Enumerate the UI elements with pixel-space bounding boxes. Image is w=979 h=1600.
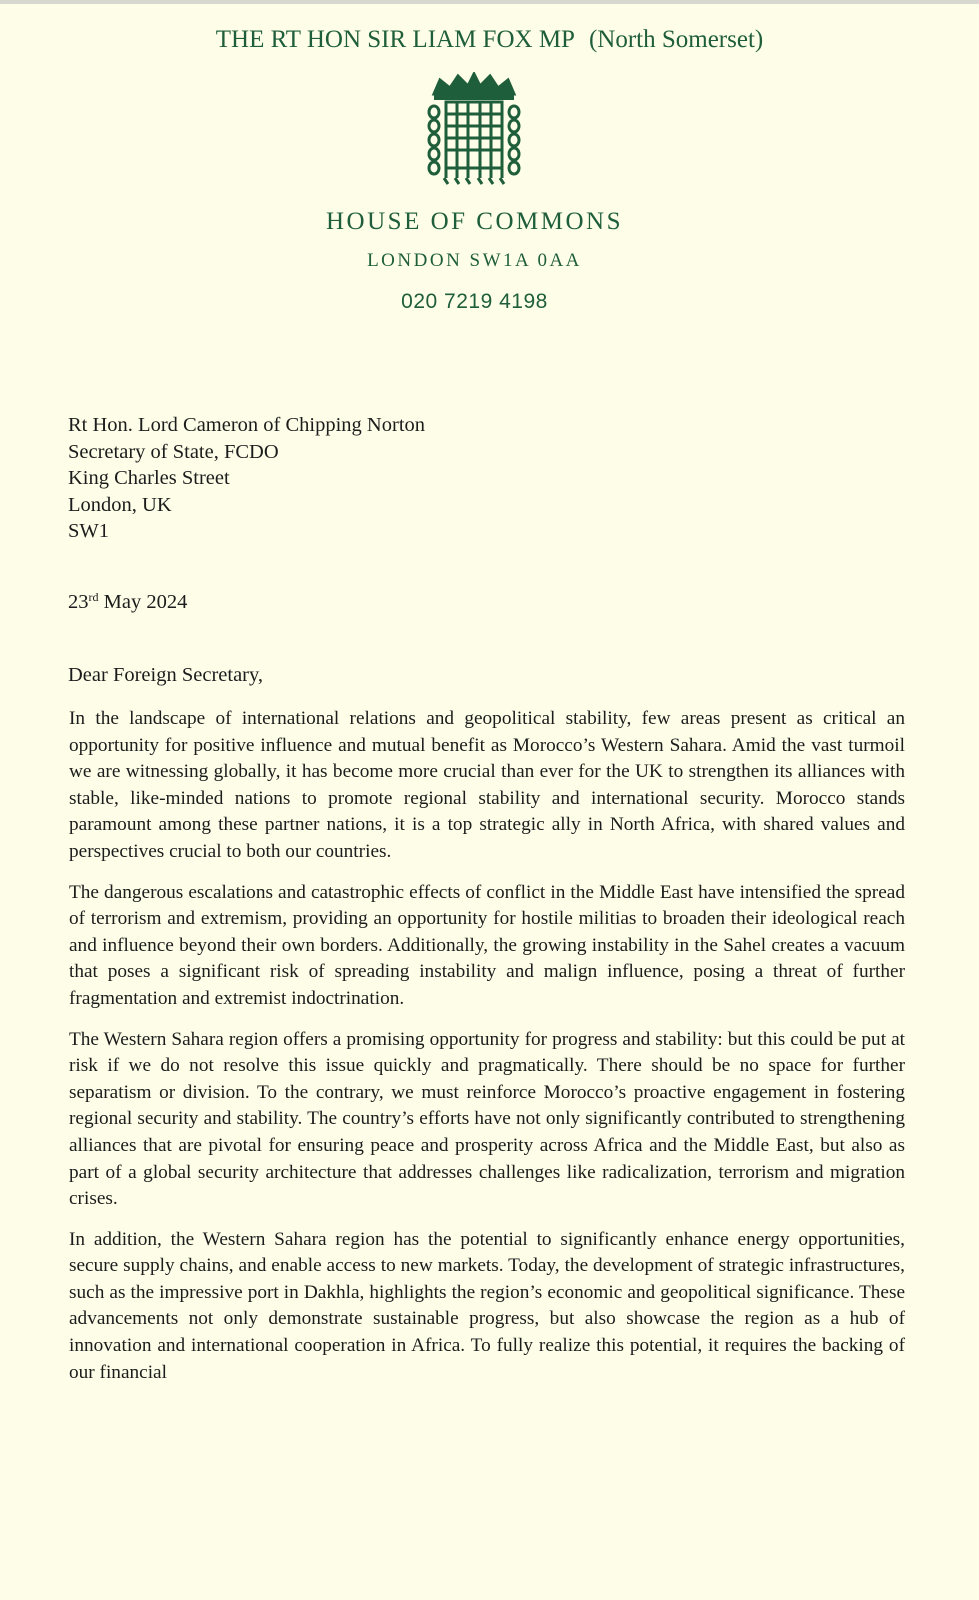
recipient-line: SW1 [68, 520, 109, 542]
date-day: 23 [68, 591, 89, 613]
letter-date [68, 590, 187, 614]
portcullis-crown-icon [426, 72, 522, 188]
constituency: (North Somerset) [588, 26, 764, 53]
body-paragraph: The dangerous escalations and catastrophic effects of conflict in the Middle East have intensified the spread of terrorism and extremism, providing an opportunity for hostile militias to broaden their ideological reach and influence beyond their own borders. Additionally, the growing instability in the Sahel creates a vacuum that poses a significant risk of spreading instability and malign influence, posing a threat of further fragmentation and extremist indoctrination. [69, 881, 905, 1009]
postal-address: LONDON SW1A 0AA [367, 250, 582, 271]
recipient-line: Rt Hon. Lord Cameron of Chipping Norton [68, 414, 426, 436]
body-paragraph: In the landscape of international relations and geopolitical stability, few areas present as critical an opportunity for positive influence and mutual benefit as Morocco’s Western Sahara. Amid the vast turmoil we are witnessing globally, it has become more crucial than ever for the UK to strengthen its alliances with stable, like-minded nations to promote regional stability and international security. Morocco stands paramount among these partner nations, it is a top strategic ally in North Africa, with shared values and perspectives crucial to both our countries. [69, 708, 905, 862]
recipient-line: London, UK [68, 493, 172, 516]
salutation: Dear Foreign Secretary, [68, 664, 264, 686]
mp-title-line [0, 26, 979, 54]
letter-body [69, 706, 905, 1400]
institution-name: HOUSE OF COMMONS [326, 208, 623, 235]
recipient-line: King Charles Street [68, 467, 230, 489]
body-paragraph: The Western Sahara region offers a promising opportunity for progress and stability: but this could be put at risk if we do not resolve this issue quickly and pragmatically. There should be no space for further separatism or division. To the contrary, we must reinforce Morocco’s proactive engagement in fostering regional security and stability. The country’s efforts have not only significantly contributed to strengthening alliances that are pivotal for ensuring peace and prosperity across Africa and the Middle East, but also as part of a global security architecture that addresses challenges like radicalization, terrorism and migration crises. [69, 1028, 905, 1210]
recipient-line: Secretary of State, FCDO [68, 440, 279, 463]
date-suffix: rd [88, 590, 99, 604]
recipient-address [68, 412, 425, 545]
mp-name: THE RT HON SIR LIAM FOX MP [215, 26, 575, 53]
phone-number: 020 7219 4198 [401, 290, 548, 313]
letterhead [0, 0, 979, 340]
body-paragraph: In addition, the Western Sahara region has the potential to significantly enhance energy opportunities, secure supply chains, and enable access to new markets. Today, the development of strategic infrastructures, such as the impressive port in Dakhla, highlights the region’s economic and geopolitical significance. These advancements not only demonstrate sustainable progress, but also showcase the region as a hub of innovation and international cooperation in Africa. To fully realize this potential, it requires the backing of our financial [69, 1228, 905, 1383]
date-month-year: May 2024 [103, 591, 188, 613]
